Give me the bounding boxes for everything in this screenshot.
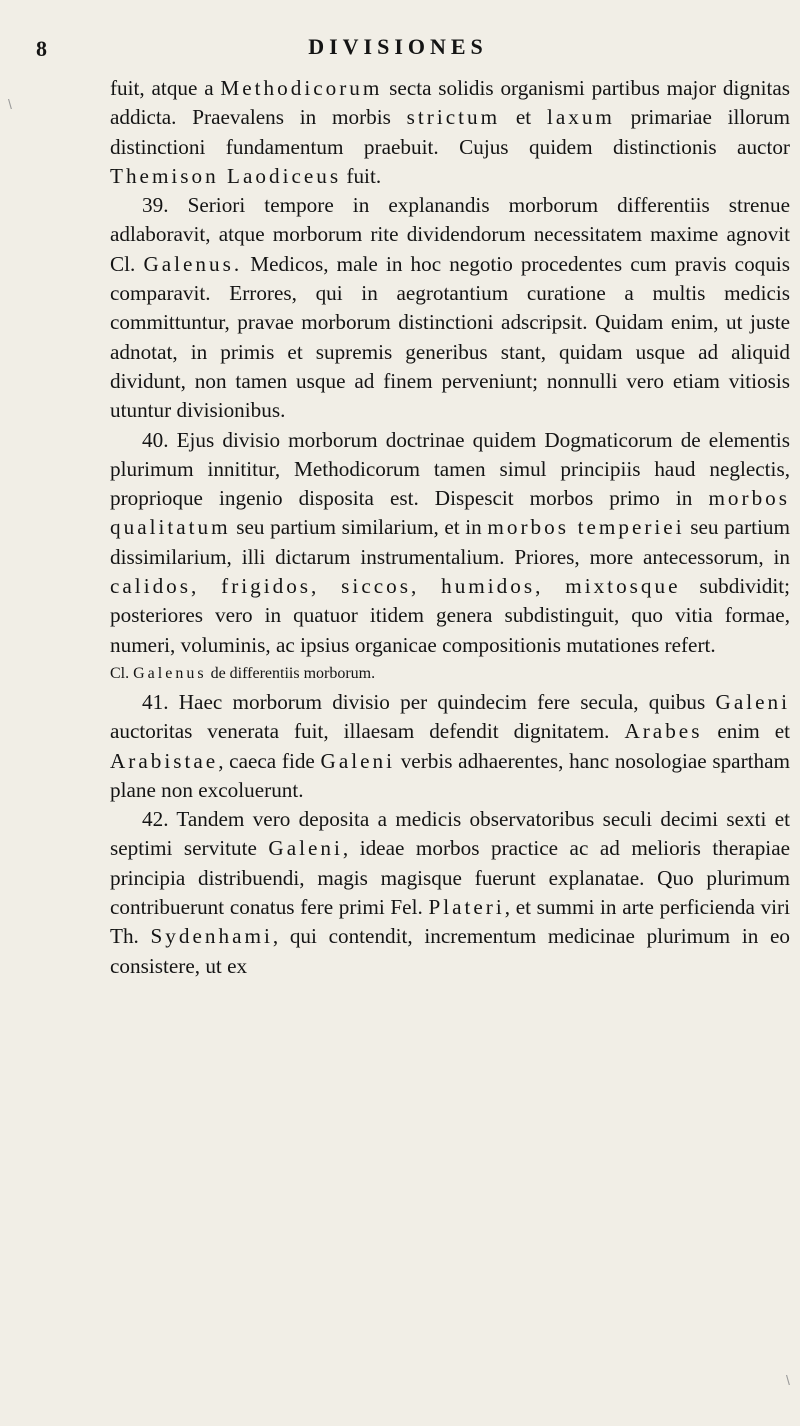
- paragraph-39: 39. Seriori tempore in explanandis morborum differentiis strenue adlaboravit, atque morborum rite dividendorum necessitatem maxime agnovit Cl. Galenus. Medicos, male in hoc negotio procedentes cum pravis coquis comparavit. Errores, qui in aegrotantium curatione a multis medicis committuntur, pravae morborum distinctioni adscripsit. Quidam enim, ut juste adnotat, in primis et supremis generibus stant, quidam usque ad aliquid dividunt, non tamen usque ad finem perveniunt; nonnulli vero etiam vitiosis utuntur divisionibus.: [110, 193, 790, 423]
- body-text: [110, 74, 790, 981]
- emphasis-galeni: Galeni: [320, 748, 396, 773]
- emphasis-methodicorum: Methodicorum: [220, 76, 383, 100]
- emphasis-sydenhami: Sydenhami: [150, 924, 273, 949]
- emphasis-morbos-qualitatum: morbos qualitatum: [110, 486, 790, 540]
- section-number: 40.: [142, 427, 169, 452]
- paragraph-40: 40. Ejus divisio morborum doctrinae quidem Dogmaticorum de elementis plurimum innititur, Methodicorum tamen simul principiis haud neglectis, proprioque ingenio disposita est. Dispescit morbos primo in morbos qualitatum seu partium similarium, et in morbos temperiei seu partium dissimilarium, illi dictarum instrumentalium. Priores, more antecessorum, in calidos, frigidos, siccos, humidos, mixtosque subdividit; posteriores vero in quatuor itidem genera subdistinguit, quo vitia formae, numeri, voluminis, ac ipsius organicae compositionis mutationes refert.: [110, 427, 790, 657]
- emphasis-themison: Themison Laodiceus: [110, 163, 342, 188]
- emphasis-plateri: Plateri: [428, 895, 505, 920]
- emphasis-laxum: laxum: [546, 105, 615, 130]
- emphasis-strictum: strictum: [406, 105, 501, 130]
- running-head: DIVISIONES: [308, 34, 488, 59]
- margin-speck-mark: \: [786, 1372, 790, 1388]
- emphasis-galeni: Galeni: [715, 689, 790, 714]
- section-number: 42.: [142, 807, 169, 832]
- emphasis-arabistae: Arabistae: [110, 748, 219, 773]
- emphasis-galenus-note: Galenus: [133, 664, 207, 682]
- section-number: 41.: [142, 689, 169, 714]
- section-number: 39.: [142, 193, 169, 218]
- paragraph-continuation: fuit, atque a Methodicorum secta solidis organismi partibus major dignitas addicta. Praevalens in morbis strictum et laxum primariae illorum distinctioni fundamentum praebuit. Cujus quidem distinctionis auctor Themison Laodiceus fuit.: [110, 76, 790, 188]
- margin-speck-mark: \: [8, 96, 12, 112]
- paragraph-41: 41. Haec morborum divisio per quindecim fere secula, quibus Galeni auctoritas venerata fuit, illaesam defendit dignitatem. Arabes enim et Arabistae, caeca fide Galeni verbis adhaerentes, hanc nosologiae spartham plane non excoluerunt.: [110, 689, 790, 802]
- emphasis-galenus: Galenus.: [143, 251, 243, 276]
- emphasis-qualities-list: calidos, frigidos, siccos, humidos, mixtosque: [110, 574, 681, 599]
- page-header: [36, 34, 760, 64]
- emphasis-arabes: Arabes: [624, 719, 703, 744]
- reference-note: Cl. Galenus de differentiis morborum.: [110, 664, 376, 682]
- paragraph-42: 42. Tandem vero deposita a medicis observatoribus seculi decimi sexti et septimi servitute Galeni, ideae morbos practice ac ad melioris therapiae principia distribuendi, magis magisque fuerunt explanatae. Quo plurimum contribuerunt conatus fere primi Fel. Plateri, et summi in arte perficienda viri Th. Sydenhami, qui contendit, incrementum medicinae plurimum in eo consistere, ut ex: [110, 807, 791, 978]
- emphasis-morbos-temperiei: morbos temperiei: [487, 515, 685, 540]
- emphasis-galeni: Galeni: [268, 836, 343, 861]
- page-number: 8: [36, 36, 47, 61]
